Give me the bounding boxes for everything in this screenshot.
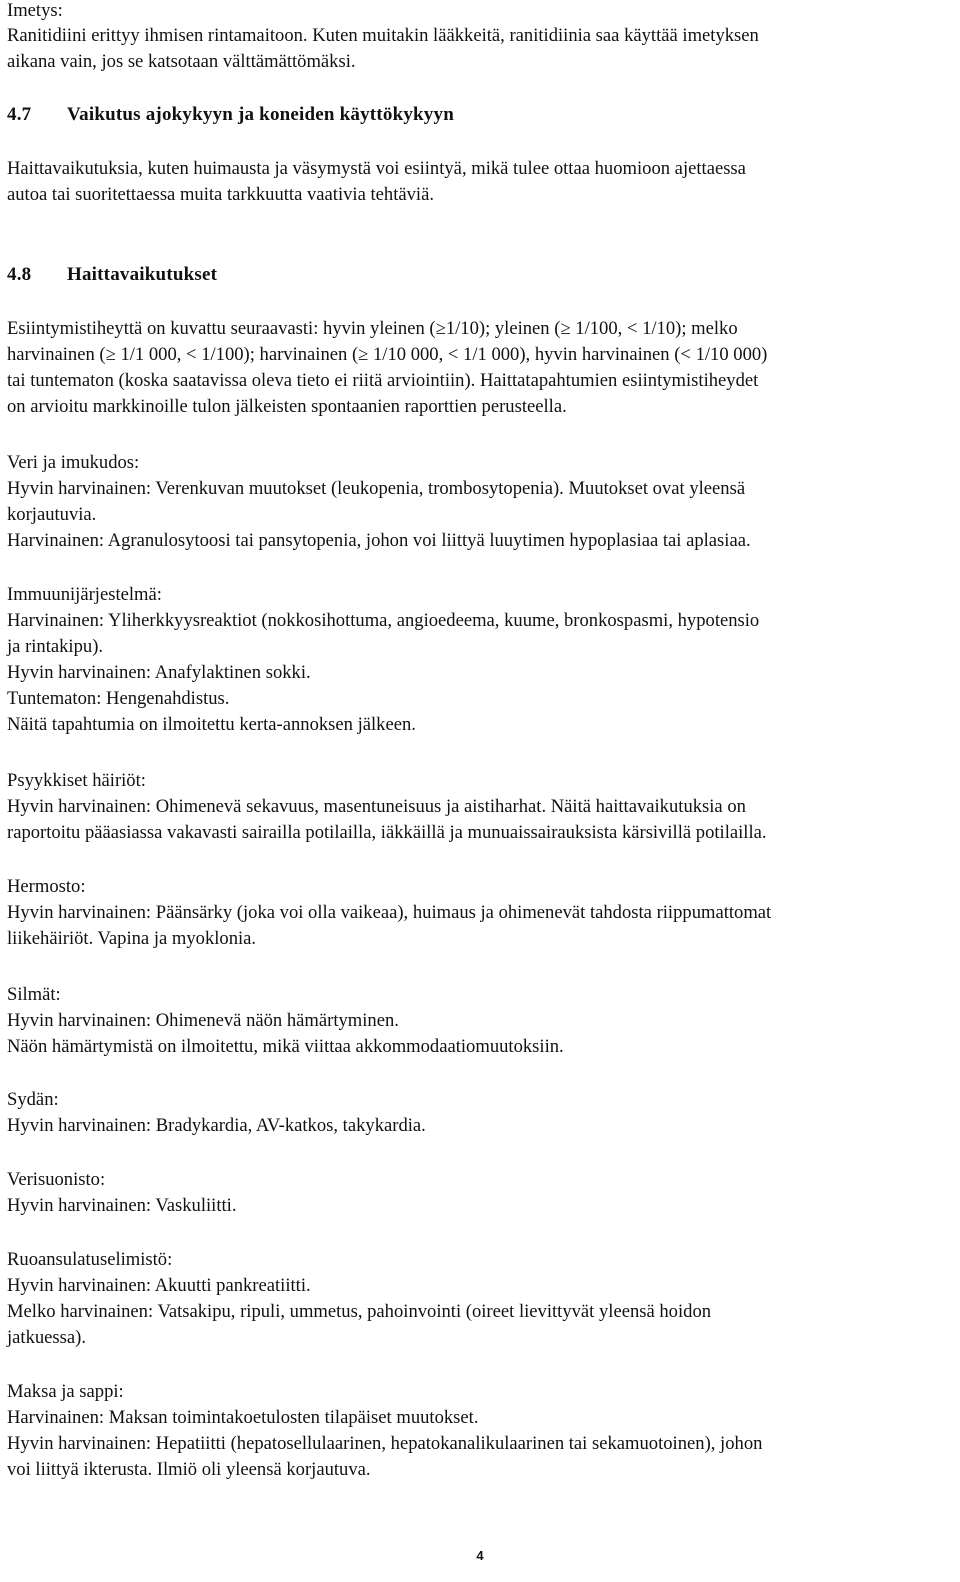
frequency-intro-line-4: on arvioitu markkinoille tulon jälkeisten spontaanien raporttien perusteella. bbox=[7, 396, 567, 417]
liver-section-label: Maksa ja sappi: bbox=[7, 1381, 124, 1402]
effect-text: Ohimenevä näön hämärtyminen. bbox=[155, 1010, 399, 1031]
frequency-label: Hyvin harvinainen: bbox=[7, 662, 152, 683]
frequency-intro-line-2: harvinainen (≥ 1/1 000, < 1/100); harvinainen (≥ 1/10 000, < 1/1 000), hyvin harvinainen (< 1/10 000) bbox=[7, 344, 768, 365]
section-4-7-heading bbox=[7, 104, 454, 126]
immune-line-1 bbox=[7, 610, 759, 632]
effect-text: Ohimenevä sekavuus, masentuneisuus ja aistiharhat. Näitä haittavaikutuksia on bbox=[155, 796, 746, 817]
nervous-line-1 bbox=[7, 902, 771, 924]
blood-section-label: Veri ja imukudos: bbox=[7, 452, 140, 473]
section-4-8-number: 4.8 bbox=[7, 264, 32, 285]
frequency-label: Hyvin harvinainen: bbox=[7, 796, 152, 817]
vascular-line-1 bbox=[7, 1195, 236, 1217]
eyes-section-label: Silmät: bbox=[7, 984, 61, 1005]
frequency-label: Hyvin harvinainen: bbox=[7, 1195, 152, 1216]
nervous-line-2: liikehäiriöt. Vapina ja myoklonia. bbox=[7, 928, 257, 949]
imetys-text-line-2: aikana vain, jos se katsotaan välttämättömäksi. bbox=[7, 51, 356, 72]
effect-text: Akuutti pankreatiitti. bbox=[154, 1275, 311, 1296]
effect-text: Verenkuvan muutokset (leukopenia, trombosytopenia). Muutokset ovat yleensä bbox=[155, 478, 746, 499]
section-4-7-title: Vaikutus ajokykyyn ja koneiden käyttökykyyn bbox=[67, 104, 454, 125]
immune-line-2: ja rintakipu). bbox=[7, 636, 104, 657]
liver-line-2 bbox=[7, 1433, 762, 1455]
effect-text: Hengenahdistus. bbox=[106, 688, 230, 709]
psychiatric-line-2: raportoitu pääasiassa vakavasti sairailla potilailla, iäkkäillä ja munuaissairauksista kärsivillä potilailla. bbox=[7, 822, 767, 843]
psychiatric-section-label: Psyykkiset häiriöt: bbox=[7, 770, 146, 791]
section-4-8-title: Haittavaikutukset bbox=[67, 264, 218, 285]
frequency-label: Hyvin harvinainen: bbox=[7, 1275, 152, 1296]
psychiatric-line-1 bbox=[7, 796, 746, 818]
eyes-line-1 bbox=[7, 1010, 399, 1032]
gi-line-3: jatkuessa). bbox=[7, 1327, 86, 1348]
frequency-intro-line-1: Esiintymistiheyttä on kuvattu seuraavasti: hyvin yleinen (≥1/10); yleinen (≥ 1/100, < 1/10); melko bbox=[7, 318, 738, 339]
heart-line-1 bbox=[7, 1115, 426, 1137]
effect-text: Vatsakipu, ripuli, ummetus, pahoinvointi (oireet lievittyvät yleensä hoidon bbox=[157, 1301, 712, 1322]
blood-line-3 bbox=[7, 530, 751, 552]
effect-text: Vaskuliitti. bbox=[155, 1195, 237, 1216]
frequency-label: Tuntematon: bbox=[7, 688, 102, 709]
immune-section-label: Immuunijärjestelmä: bbox=[7, 584, 162, 605]
effect-text: Agranulosytoosi tai pansytopenia, johon voi liittyä luuytimen hypoplasiaa tai aplasiaa. bbox=[107, 530, 751, 551]
blood-line-2: korjautuvia. bbox=[7, 504, 97, 525]
page-number: 4 bbox=[476, 1548, 484, 1563]
gi-line-2 bbox=[7, 1301, 711, 1323]
imetys-label: Imetys: bbox=[7, 0, 63, 21]
frequency-label: Melko harvinainen: bbox=[7, 1301, 154, 1322]
frequency-label: Harvinainen: bbox=[7, 1407, 105, 1428]
section-4-7-number: 4.7 bbox=[7, 104, 32, 125]
immune-line-5: Näitä tapahtumia on ilmoitettu kerta-annoksen jälkeen. bbox=[7, 714, 416, 735]
section-4-8-heading bbox=[7, 264, 217, 286]
heart-section-label: Sydän: bbox=[7, 1089, 59, 1110]
frequency-label: Hyvin harvinainen: bbox=[7, 902, 152, 923]
section-4-7-text-line-2: autoa tai suoritettaessa muita tarkkuutta vaativia tehtäviä. bbox=[7, 184, 434, 205]
immune-line-4 bbox=[7, 688, 229, 710]
frequency-label: Hyvin harvinainen: bbox=[7, 1010, 152, 1031]
frequency-label: Hyvin harvinainen: bbox=[7, 1433, 152, 1454]
section-4-7-text-line-1: Haittavaikutuksia, kuten huimausta ja väsymystä voi esiintyä, mikä tulee ottaa huomioon ajettaessa bbox=[7, 158, 746, 179]
frequency-intro-line-3: tai tuntematon (koska saatavissa oleva tieto ei riitä arviointiin). Haittatapahtumien esiintymistiheydet bbox=[7, 370, 759, 391]
frequency-label: Hyvin harvinainen: bbox=[7, 1115, 152, 1136]
frequency-label: Harvinainen: bbox=[7, 610, 105, 631]
nervous-section-label: Hermosto: bbox=[7, 876, 86, 897]
frequency-label: Hyvin harvinainen: bbox=[7, 478, 152, 499]
effect-text: Bradykardia, AV-katkos, takykardia. bbox=[155, 1115, 426, 1136]
eyes-line-2: Näön hämärtymistä on ilmoitettu, mikä viittaa akkommodaatiomuutoksiin. bbox=[7, 1036, 564, 1057]
imetys-text-line-1: Ranitidiini erittyy ihmisen rintamaitoon. Kuten muitakin lääkkeitä, ranitidiinia saa käyttää imetyksen bbox=[7, 25, 759, 46]
liver-line-3: voi liittyä ikterusta. Ilmiö oli yleensä korjautuva. bbox=[7, 1459, 371, 1480]
effect-text: Hepatiitti (hepatosellulaarinen, hepatokanalikulaarinen tai sekamuotoinen), johon bbox=[155, 1433, 763, 1454]
effect-text: Päänsärky (joka voi olla vaikeaa), huimaus ja ohimenevät tahdosta riippumattomat bbox=[155, 902, 772, 923]
vascular-section-label: Verisuonisto: bbox=[7, 1169, 106, 1190]
blood-line-1 bbox=[7, 478, 745, 500]
gi-line-1 bbox=[7, 1275, 311, 1297]
frequency-label: Harvinainen: bbox=[7, 530, 105, 551]
effect-text: Yliherkkyysreaktiot (nokkosihottuma, angioedeema, kuume, bronkospasmi, hypotensio bbox=[108, 610, 760, 631]
effect-text: Anafylaktinen sokki. bbox=[154, 662, 311, 683]
liver-line-1 bbox=[7, 1407, 479, 1429]
effect-text: Maksan toimintakoetulosten tilapäiset muutokset. bbox=[108, 1407, 479, 1428]
gi-section-label: Ruoansulatuselimistö: bbox=[7, 1249, 173, 1270]
immune-line-3 bbox=[7, 662, 311, 684]
